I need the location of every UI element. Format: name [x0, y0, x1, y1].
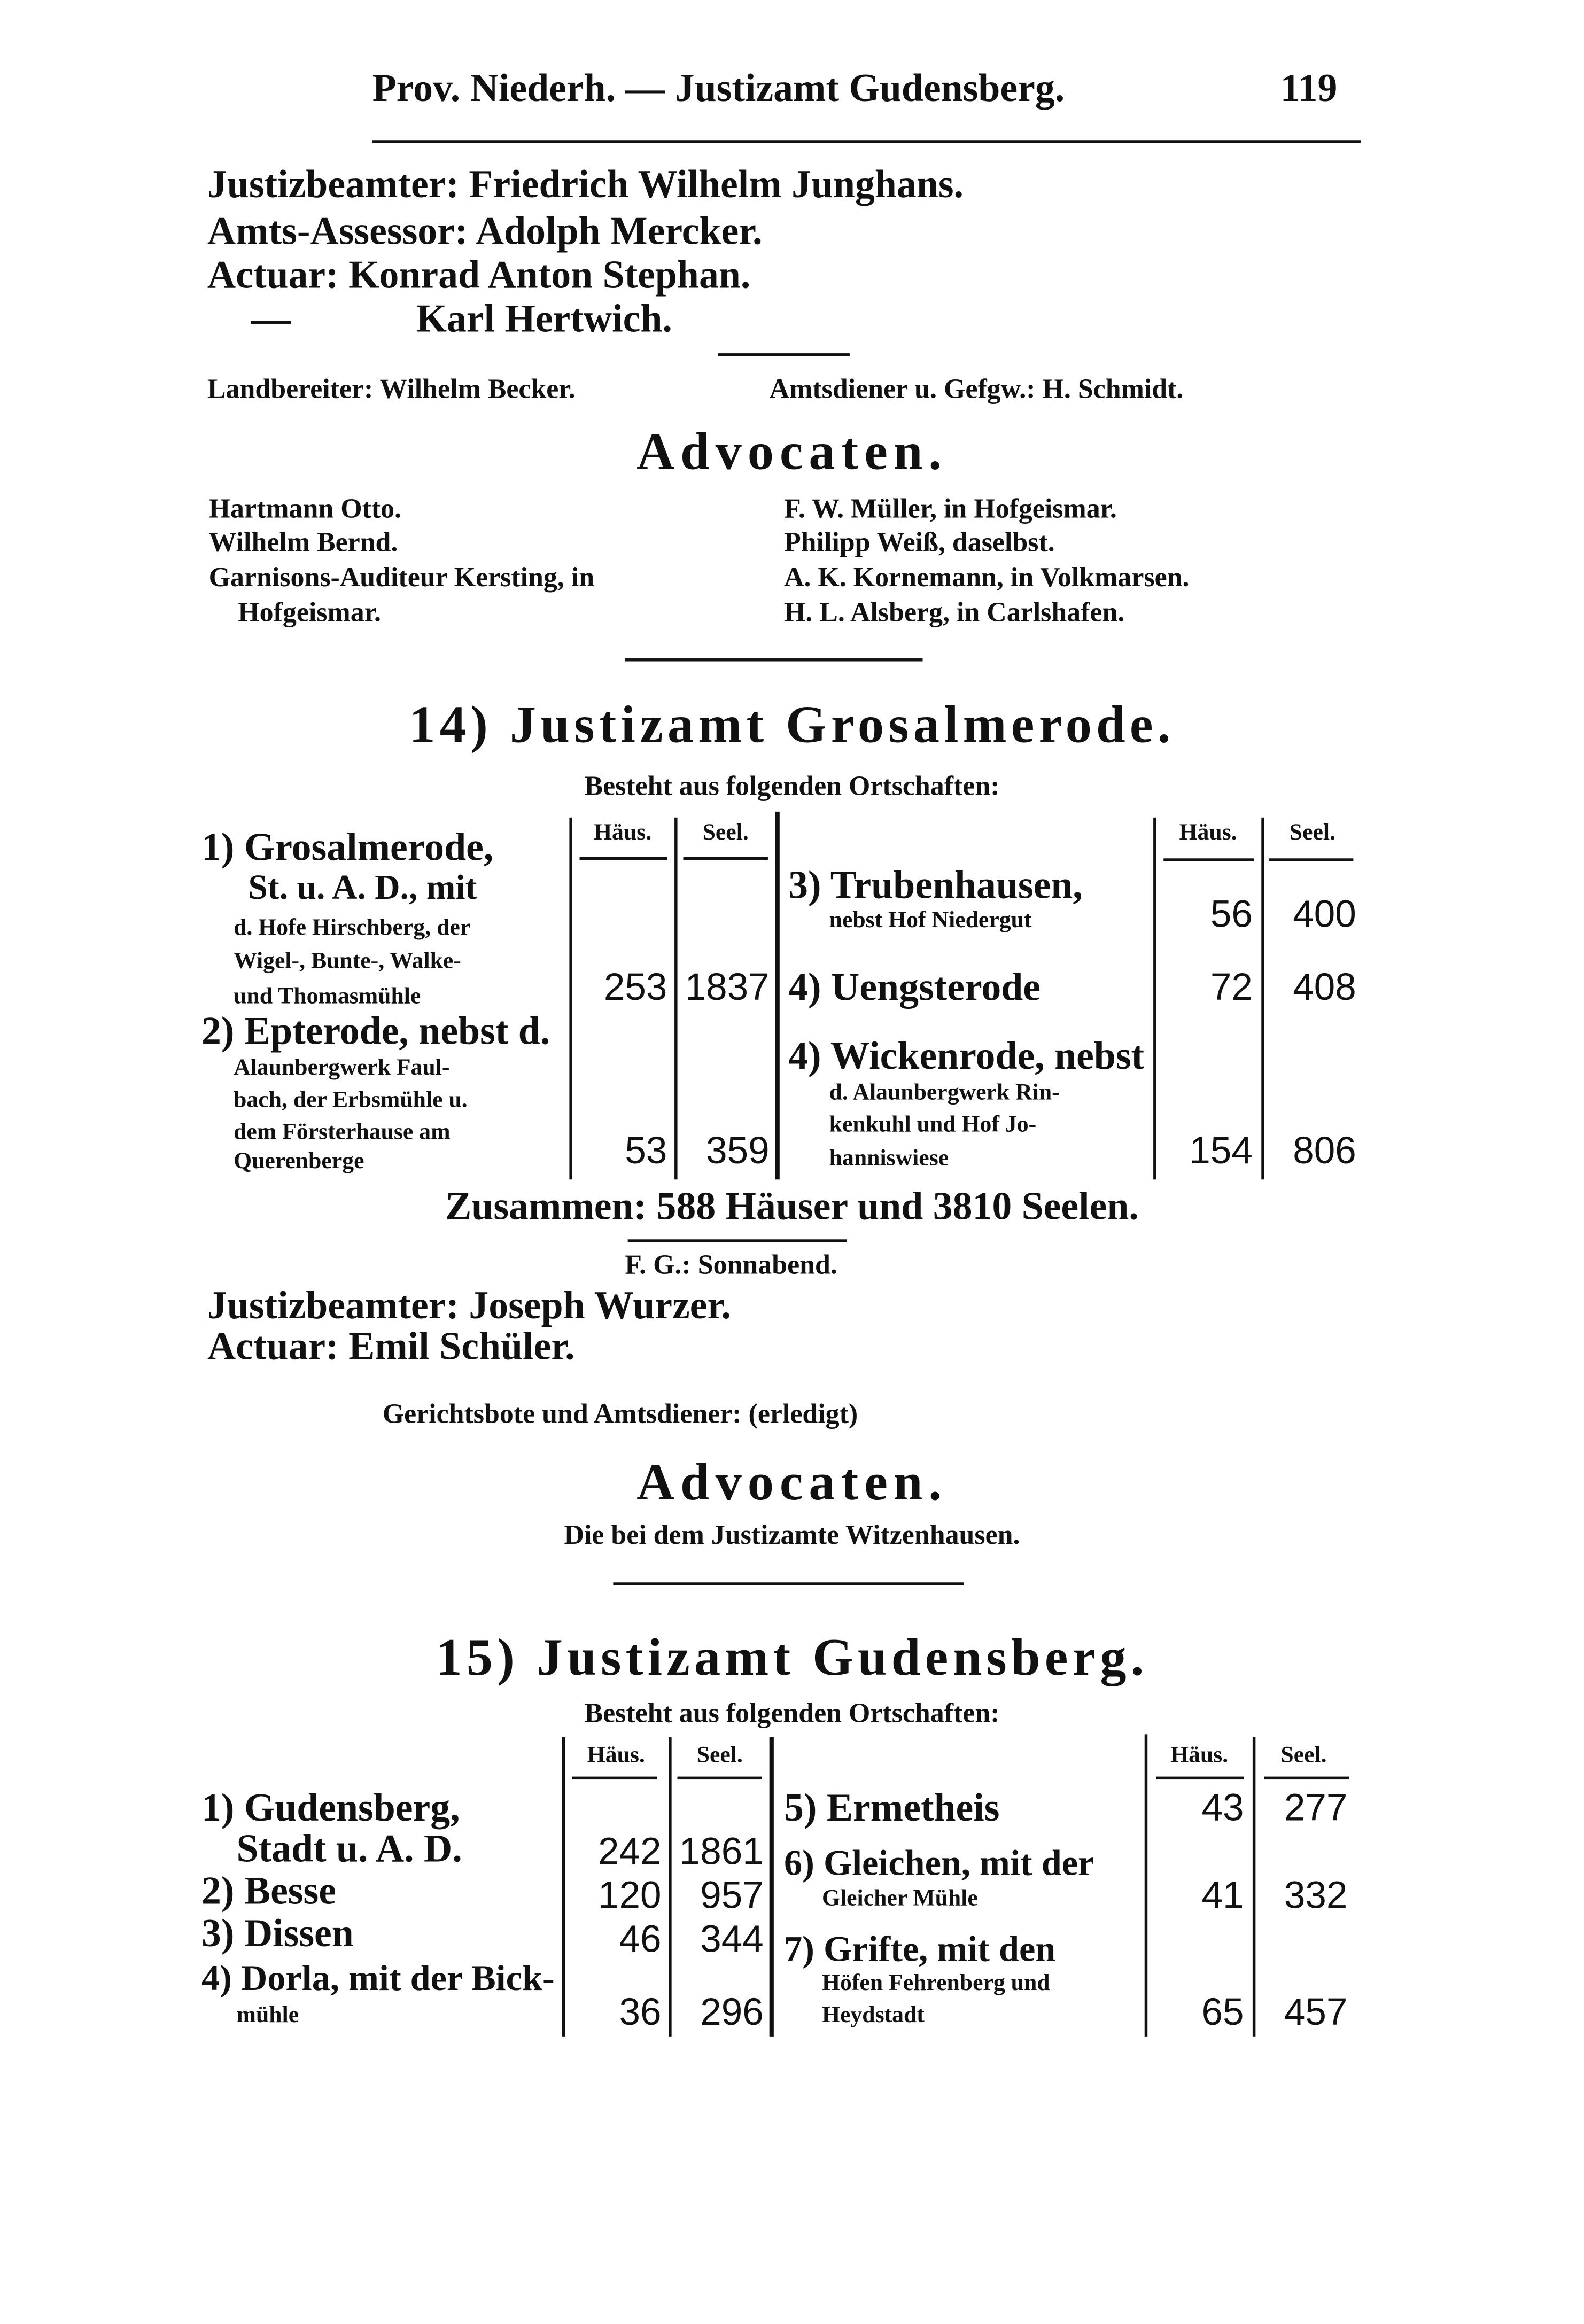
place-name: 1) Gudensberg,: [201, 1785, 460, 1830]
advocate-left: Wilhelm Bernd.: [208, 527, 398, 559]
official-line: Justizbeamter: Joseph Wurzer.: [207, 1283, 731, 1327]
place-detail: kenkuhl und Hof Jo-: [829, 1113, 1037, 1138]
column-header-seelen: Seel.: [1289, 820, 1335, 845]
official-line: Actuar: Emil Schüler.: [207, 1324, 575, 1369]
table-rule: [562, 1737, 564, 2037]
seelen-value: 1837: [685, 965, 770, 1009]
place-name: 3) Trubenhausen,: [788, 862, 1083, 907]
section-title: 15) Justizamt Gudensberg.: [436, 1628, 1148, 1686]
header-underline: [580, 857, 667, 860]
column-header-haeuser: Häus.: [594, 820, 652, 845]
place-name: 2) Epterode, nebst d.: [201, 1009, 550, 1053]
section-divider: [613, 1582, 964, 1585]
seelen-value: 1861: [679, 1829, 764, 1873]
advocates-note: Die bei dem Justizamte Witzenhausen.: [564, 1520, 1020, 1551]
seelen-value: 806: [1293, 1128, 1356, 1172]
advocate-right: A. K. Kornemann, in Volkmarsen.: [783, 563, 1190, 594]
table-rule: [1153, 818, 1155, 1179]
haeuser-value: 65: [1201, 1989, 1244, 2034]
header-underline: [1269, 858, 1353, 861]
amtsdiener: Amtsdiener u. Gefgw.: H. Schmidt.: [769, 374, 1184, 406]
place-detail: mühle: [236, 2003, 299, 2028]
page-number: 119: [1280, 66, 1338, 110]
place-detail: dem Försterhause am: [234, 1120, 451, 1145]
section-subtitle: Besteht aus folgenden Ortschaften:: [584, 1698, 1000, 1729]
place-detail: nebst Hof Niedergut: [829, 908, 1032, 934]
section-title: 14) Justizamt Grosalmerode.: [409, 695, 1175, 754]
divider: [628, 1239, 847, 1241]
seelen-value: 400: [1293, 891, 1356, 936]
seelen-value: 457: [1284, 1989, 1348, 2034]
place-detail: d. Alaunbergwerk Rin-: [829, 1081, 1060, 1106]
seelen-value: 296: [700, 1989, 764, 2034]
header-underline: [572, 1777, 657, 1779]
section-subtitle: Besteht aus folgenden Ortschaften:: [584, 771, 1000, 803]
place-detail: Querenberge: [234, 1149, 364, 1174]
haeuser-value: 253: [603, 965, 667, 1009]
header-underline: [1264, 1777, 1349, 1779]
column-header-seelen: Seel.: [1280, 1743, 1327, 1768]
place-name: 4) Uengsterode: [788, 965, 1041, 1009]
place-detail: Höfen Fehrenberg und: [822, 1971, 1050, 1996]
haeuser-value: 56: [1210, 891, 1253, 936]
landbereiter: Landbereiter: Wilhelm Becker.: [207, 374, 576, 406]
seelen-value: 408: [1293, 965, 1356, 1009]
place-detail: Alaunbergwerk Faul-: [234, 1055, 450, 1081]
table-rule: [1261, 818, 1263, 1179]
table-rule: [1253, 1737, 1255, 2037]
header-rule: [372, 140, 1361, 143]
seelen-value: 359: [706, 1128, 770, 1172]
haeuser-value: 43: [1201, 1785, 1244, 1829]
advocate-left: Hartmann Otto.: [208, 494, 402, 525]
place-detail: d. Hofe Hirschberg, der: [234, 915, 471, 941]
court-day: F. G.: Sonnabend.: [625, 1250, 837, 1281]
place-detail: bach, der Erbsmühle u.: [234, 1087, 468, 1113]
header-underline: [1156, 1777, 1244, 1779]
column-header-haeuser: Häus.: [1170, 1743, 1229, 1768]
place-name: 2) Besse: [201, 1869, 336, 1913]
place-detail: hanniswiese: [829, 1146, 949, 1171]
court-messenger: Gerichtsbote und Amtsdiener: (erledigt): [382, 1399, 858, 1430]
seelen-value: 344: [700, 1916, 764, 1961]
official-line: Amts-Assessor: Adolph Mercker.: [207, 209, 763, 253]
running-title: Prov. Niederh. — Justizamt Gudensberg.: [372, 66, 1065, 110]
haeuser-value: 36: [619, 1989, 662, 2034]
seelen-value: 277: [1284, 1785, 1348, 1829]
place-name: 5) Ermetheis: [783, 1785, 1000, 1830]
place-name: 7) Grifte, mit den: [783, 1930, 1056, 1970]
advocate-left: Garnisons-Auditeur Kersting, in: [208, 563, 595, 594]
advocates-heading: Advocaten.: [636, 422, 948, 481]
place-name: St. u. A. D., mit: [248, 869, 477, 908]
haeuser-value: 53: [625, 1128, 667, 1172]
table-rule: [1145, 1734, 1147, 2036]
divider: [718, 353, 850, 355]
place-detail: Gleicher Mühle: [822, 1886, 978, 1911]
advocate-left: Hofgeismar.: [238, 597, 381, 629]
official-line: Karl Hertwich.: [416, 296, 672, 340]
table-rule: [674, 818, 677, 1179]
haeuser-value: 72: [1210, 965, 1253, 1009]
advocate-right: Philipp Weiß, daselbst.: [783, 527, 1055, 559]
seelen-value: 957: [700, 1872, 764, 1917]
haeuser-value: 41: [1201, 1872, 1244, 1917]
header-underline: [678, 1777, 762, 1779]
official-line: Actuar: Konrad Anton Stephan.: [207, 253, 751, 297]
table-rule: [569, 818, 571, 1179]
place-name: 4) Wickenrode, nebst: [788, 1033, 1145, 1078]
column-header-haeuser: Häus.: [587, 1743, 645, 1768]
place-name: 6) Gleichen, mit der: [783, 1844, 1094, 1884]
table-rule: [770, 1737, 774, 2037]
haeuser-value: 120: [597, 1872, 662, 1917]
column-header-seelen: Seel.: [702, 820, 749, 845]
table-rule: [669, 1737, 671, 2037]
place-detail: Heydstadt: [822, 2003, 925, 2028]
haeuser-value: 46: [619, 1916, 662, 1961]
column-header-seelen: Seel.: [696, 1743, 743, 1768]
column-header-haeuser: Häus.: [1179, 820, 1237, 845]
place-name: 4) Dorla, mit der Bick-: [201, 1959, 555, 1999]
header-underline: [683, 857, 767, 860]
haeuser-value: 154: [1189, 1128, 1253, 1172]
section-divider: [625, 658, 922, 661]
seelen-value: 332: [1284, 1872, 1348, 1917]
advocates-heading: Advocaten.: [636, 1452, 948, 1511]
advocate-right: F. W. Müller, in Hofgeismar.: [783, 494, 1117, 525]
haeuser-value: 242: [597, 1829, 662, 1873]
header-underline: [1163, 858, 1254, 861]
advocate-right: H. L. Alsberg, in Carlshafen.: [783, 597, 1125, 629]
ditto-dash: —: [251, 296, 291, 340]
place-detail: Wigel-, Bunte-, Walke-: [234, 949, 461, 974]
total-line: Zusammen: 588 Häuser und 3810 Seelen.: [445, 1184, 1139, 1228]
place-name: Stadt u. A. D.: [236, 1826, 462, 1870]
official-line: Justizbeamter: Friedrich Wilhelm Junghans.: [207, 162, 964, 206]
table-rule: [775, 812, 780, 1179]
place-name: 1) Grosalmerode,: [201, 825, 494, 869]
place-detail: und Thomasmühle: [234, 984, 421, 1009]
place-name: 3) Dissen: [201, 1911, 354, 1955]
